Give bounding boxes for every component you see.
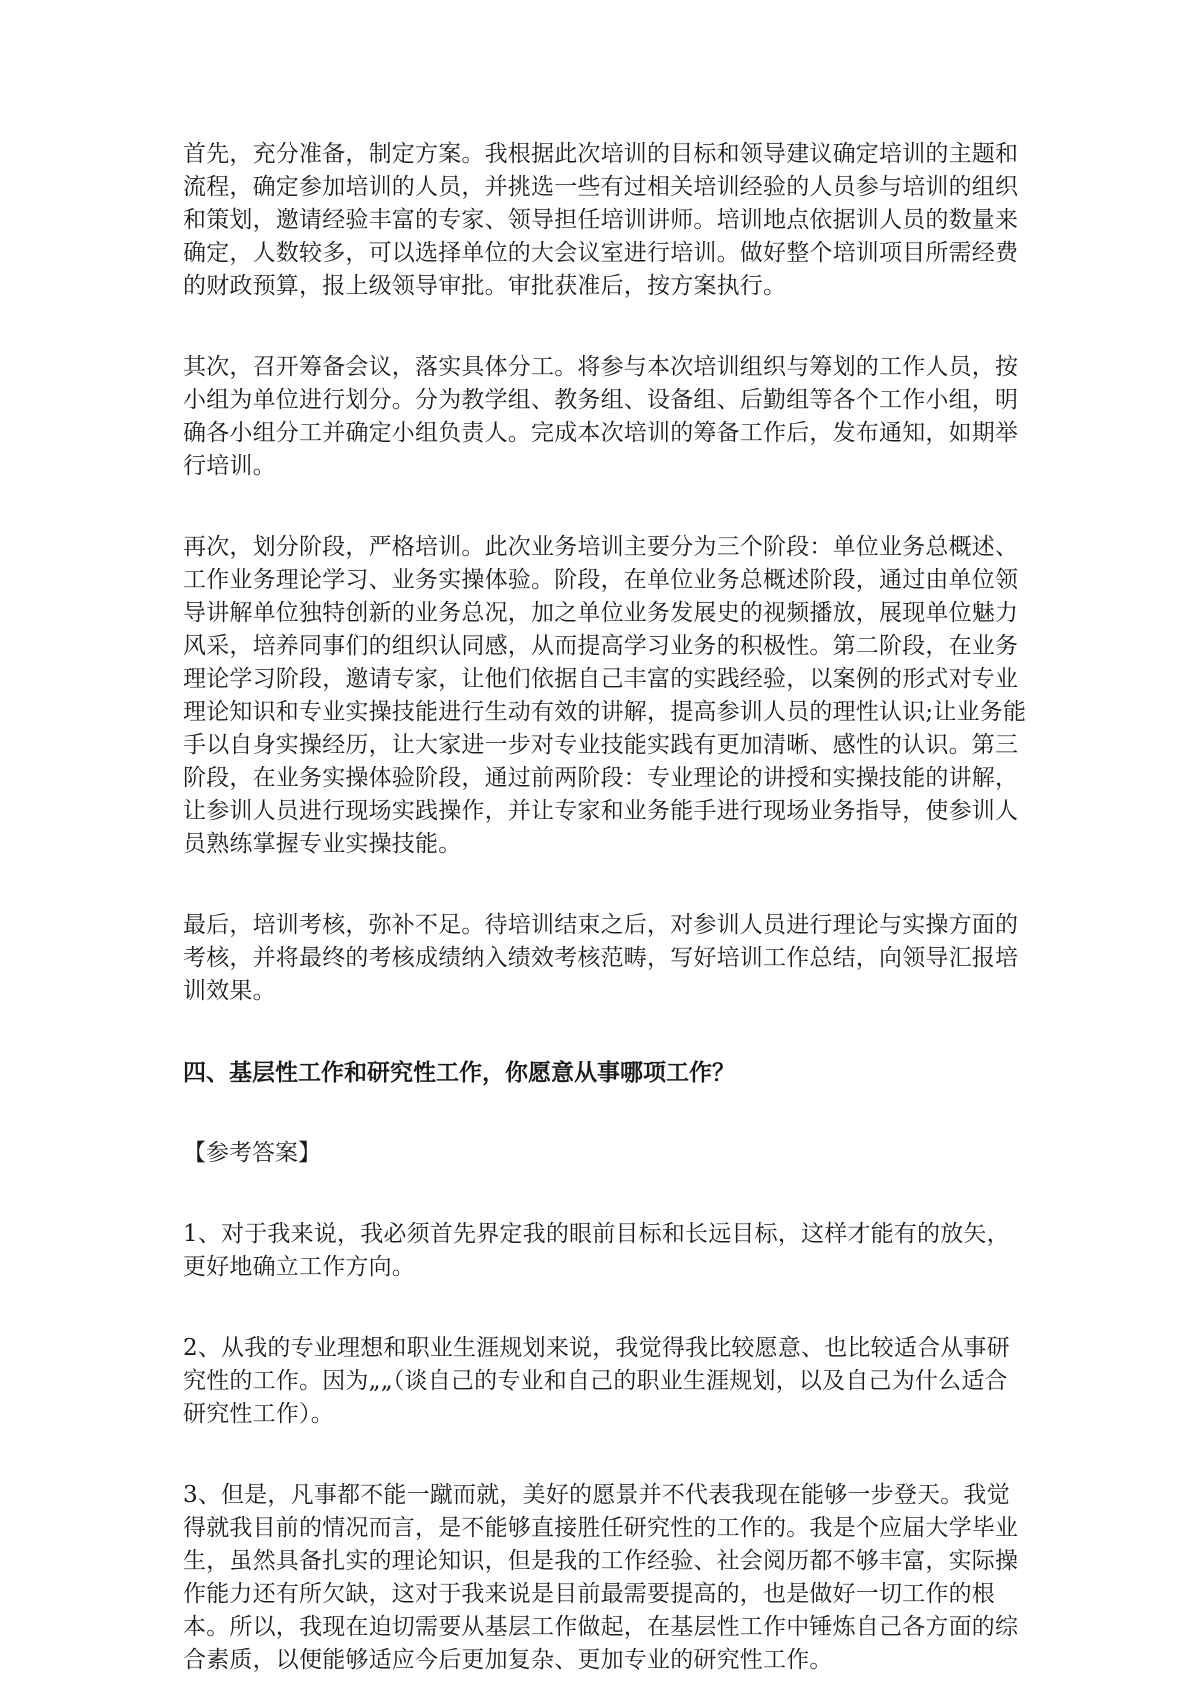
- paragraph-meeting: 其次，召开筹备会议，落实具体分工。将参与本次培训组织与筹划的工作人员，按小组为单位进行划分。分为教学组、教务组、设备组、后勤组等各个工作小组，明确各小组分工并确定小组负责人。完成本次培训的筹备工作后，发布通知，如期举行培训。: [183, 354, 1019, 479]
- answer-item-3: 3、但是，凡事都不能一蹴而就，美好的愿景并不代表我现在能够一步登天。我觉得就我目前的情况而言，是不能够直接胜任研究性的工作的。我是个应届大学毕业生，虽然具备扎实的理论知识，但是我的工作经验、社会阅历都不够丰富，实际操作能力还有所欠缺，这对于我来说是目前最需要提高的，也是做好一切工作的根本。所以，我现在迫切需要从基层工作做起，在基层性工作中锤炼自己各方面的综合素质，以便能够适应今后更加复杂、更加专业的研究性工作。: [183, 1482, 1019, 1673]
- answer-item-2: 2、从我的专业理想和职业生涯规划来说，我觉得我比较愿意、也比较适合从事研究性的工作。因为„„（谈自己的专业和自己的职业生涯规划，以及自己为什么适合研究性工作）。: [183, 1335, 1010, 1427]
- paragraph-assessment: 最后，培训考核，弥补不足。待培训结束之后，对参训人员进行理论与实操方面的考核，并将最终的考核成绩纳入绩效考核范畴，写好培训工作总结，向领导汇报培训效果。: [183, 912, 1019, 1004]
- section-heading: 四、基层性工作和研究性工作，你愿意从事哪项工作？: [183, 1059, 735, 1086]
- document-page: [183, 138, 1028, 1677]
- reference-answer-label: 【参考答案】: [183, 1140, 321, 1166]
- paragraph-preparation: 首先，充分准备，制定方案。我根据此次培训的目标和领导建议确定培训的主题和流程，确定参加培训的人员，并挑选一些有过相关培训经验的人员参与培训的组织和策划，邀请经验丰富的专家、领导担任培训讲师。培训地点依据训人员的数量来确定，人数较多，可以选择单位的大会议室进行培训。做好整个培训项目所需经费的财政预算，报上级领导审批。审批获准后，按方案执行。: [183, 141, 1019, 299]
- answer-item-1: 1、对于我来说，我必须首先界定我的眼前目标和长远目标，这样才能有的放矢，更好地确立工作方向。: [183, 1221, 1010, 1280]
- paragraph-stages: 再次，划分阶段，严格培训。此次业务培训主要分为三个阶段：单位业务总概述、工作业务理论学习、业务实操体验。阶段，在单位业务总概述阶段，通过由单位领导讲解单位独特创新的业务总况，加之单位业务发展史的视频播放，展现单位魅力风采，培养同事们的组织认同感，从而提高学习业务的积极性。第二阶段，在业务理论学习阶段，邀请专家，让他们依据自己丰富的实践经验，以案例的形式对专业理论知识和专业实操技能进行生动有效的讲解，提高参训人员的理性认识;让业务能手以自身实操经历，让大家进一步对专业技能实践有更加清晰、感性的认识。第三阶段，在业务实操体验阶段，通过前两阶段：专业理论的讲授和实操技能的讲解，让参训人员进行现场实践操作，并让专家和业务能手进行现场业务指导，使参训人员熟练掌握专业实操技能。: [183, 534, 1027, 857]
